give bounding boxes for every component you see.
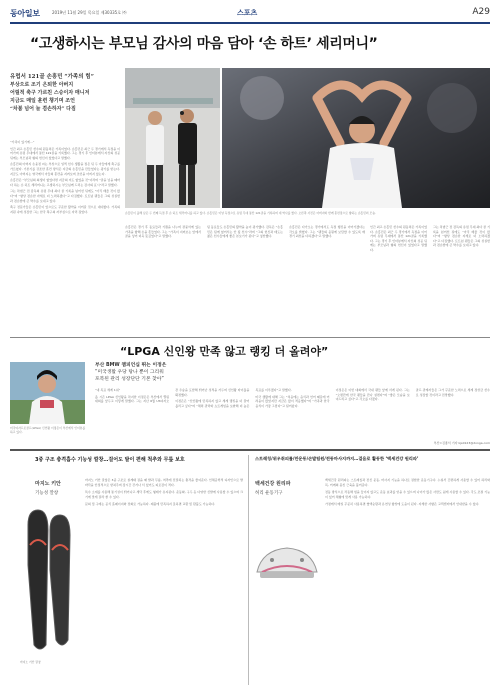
paragraph: 전동 방식으로 작동해 힘을 들이지 않고도 운동 효과를 얻을 수 있으며 나이가 많은 사람도 쉽게 사용할 수 있다. 각도 조절 기능이 있어 체형에 맞게 사용 가능하다. [325,490,490,499]
paragraph: “내 목표 세계 1위” [95,388,121,392]
paragraph: 그는 차범근 전 감독의 유럽 무대 최다 골 기록을 넘어선 뒤에도 “아직 배울 것이 많다”며 “항상 겸손한 자세로 더 노력하겠다”고 다짐했다. 토트넘 팬들은 그의 성실함과 겸손함에 큰 박수를 보내고 있다. [10,189,120,203]
deck-line: 지금도 매일 훈련 챙기며 조언 [10,98,75,104]
paragraph: 가정에서 매일 꾸준히 사용하면 혈액순환과 유연성 향상에 도움이 된다. 자세한 사항은 고객센터에서 안내받을 수 있다. [325,502,480,507]
ad-left-caption: 마지노 키안 깔창 [20,660,41,664]
paragraph: 골프 관계자들은 그가 꾸준한 노력으로 세계 정상급 선수로 성장할 것이라고 전망했다. [415,388,490,397]
deck-line: 부산 BMW 챔피언십 뛰는 이정은 [95,363,167,368]
insole-image [20,505,75,655]
story1-photo-family [125,68,220,208]
paragraph: 이정은은 “신인왕에 만족하지 않고 세계 랭킹을 더 끌어올리고 싶다”며 “체력 관리와 쇼트게임을 보완해 더 높은 목표를 이루겠다”고 말했다. [175,388,292,408]
paragraph: 인간 최고 손흥민 선수의 원동력은 가족이었다. 손흥민은 최근 두 경기에서 득점을 이어가며 유럽 무대에서 통산 121골을 기록했다. 그는 경기 후 인터뷰에서 자신의 성공 뒤에는 부모님과 형의 헌신이 있었다고 말했다. [370,225,427,252]
ad-divider [10,449,490,451]
paragraph: 마지노 키안 깔창은 3중 구조로 설계돼 걸을 때 발과 무릎, 척추에 전달되는 충격을 줄여준다. 인체공학적 디자인으로 발바닥을 안정적으로 받쳐주며 장시간 걷거나 서 있어도 피로감이 적다. [85,478,243,487]
deck-line: 유럽서 121골 손흥민 “가족의 힘” [10,74,94,80]
story2-photo-caption: 미국여자프로골프(LPGA) 신인왕 이정은이 부산에서 인터뷰를 하고 있다. [10,426,86,434]
deck-line: “미국생활 우당 탕나 뿐이 그리워 [95,370,164,375]
story1-photo-celebration [222,68,490,208]
paragraph: 특수 소재를 사용해 통기성이 뛰어나고 세탁 후에도 형태가 유지된다. 운동화, 구두 등 다양한 신발에 사용할 수 있으며 크기에 맞게 잘라 쓸 수 있다. [85,490,243,499]
story2-photo [10,362,85,424]
ad-column-divider [248,455,249,685]
story1-photo-caption: 손흥민이 올해 남은 두 번째 득점 후 손 하트 세리머니를 하고 있다. 손흥민은 이날 득점으로 유럽 무대 통산 121골을 기록하며 새 역사를 썼다. 오른쪽 사진은 아버지와 함께 훈련장으로 향하는 손흥민의 모습. [125,211,376,215]
paragraph: 축구 전문가들은 손흥민이 앞으로도 꾸준한 활약을 이어갈 것으로 내다봤다. 가족의 지원 속에 성장한 그는 한국 축구의 자부심으로 자리 잡았다. [10,205,120,214]
story2-deck [95,362,185,383]
paragraph: 손흥민의 아버지 손웅정 씨는 부상으로 일찍 선수 생활을 접은 뒤 두 아들에게 축구를 가르쳤다. 기본기를 강조한 훈련 방식은 지금의 손흥민을 만들었다는 평가를 받는다. 지금도 아버지는 영국에서 아들의 훈련을 지켜보며 조언을 아끼지 않는다. [10,162,120,176]
newspaper-logo: 동아일보 [10,9,40,18]
paragraph: 손흥민은 경기 후 동료들과 기쁨을 나누며 관중석에 있는 가족을 향해 손을 흔들었다. 그는 “가족이 지켜보는 앞에서 골을 넣어 더욱 뜻깊었다”고 말했다. [125,225,201,239]
header-rule [10,22,490,24]
paragraph: 올 시즌 LPGA 신인왕을 차지한 이정은은 부산에서 열린 대회를 앞두고 이렇게 말했다. 그는 지난 6월 US여자오픈 우승을 포함해 뛰어난 성적을 거두며 신인왕 타이틀을 확정했다. [95,388,250,404]
ad-right-product-photo [252,530,322,590]
paragraph: 손흥민은 다가오는 경기에서도 득점 행진을 이어가겠다는 각오를 밝혔다. 그는 “팬들의 응원에 보답할 수 있도록 매 경기 최선을 다하겠다”고 말했다. [289,225,365,239]
issue-date: 2019년 11월 29일 목요일 제30335호 ㈜ [52,10,127,15]
ad-right-headline: 스트레칭/위우취피를/만운동/손발팀원/전동마사지까지…걸음로 활동한 ‘백세건강 원리파’ [255,456,419,461]
story1-body-cols-right [370,225,490,335]
story1-headline: “고생하시는 부모님 감사의 마음 담아 ‘손 하트’ 세리머니” [30,36,378,52]
story2-byline: 부산=김종석 기자 kjs0123@donga.com [433,441,490,445]
story2-body [95,388,490,438]
airport-photo-image [125,68,220,208]
page-header [0,0,500,24]
paragraph: 그는 차범근 전 감독의 유럽 무대 최다 골 기록을 넘어선 뒤에도 “아직 배울 것이 많다”며 “항상 겸손한 자세로 더 노력하겠다”고 다짐했다. 토트넘 팬들은 그의 성실함과 겸손함에 큰 박수를 보내고 있다. [433,225,490,248]
paragraph: 이정은은 이번 대회에서 국내 팬들 앞에 서게 된다. 그는 “오랜만에 한국 팬들을 만나 설렌다”며 “좋은 모습을 보여드리고 싶다”고 각오를 다졌다. [335,388,410,402]
page-number: A29 [472,7,490,17]
ad-left-role: 기능성 깔창 [35,491,59,496]
deck-line: 포복된 관리 성장단단 기본 찾아” [95,377,164,382]
section-divider [10,337,490,338]
ad-left-name: 마지노 키안 [35,481,61,487]
paragraph: 인간 최고 손흥민 선수의 원동력은 가족이었다. 손흥민은 최근 두 경기에서 득점을 이어가며 유럽 무대에서 통산 121골을 기록했다. 그는 경기 후 인터뷰에서 자신의 성공 뒤에는 부모님과 형의 헌신이 있었다고 말했다. [10,146,120,160]
deck-line: “차붐 넘어 늘 겸손하자” 다짐 [10,106,76,112]
ad-right-body [325,478,490,683]
ad-left-product-photo [20,505,75,655]
story1-body-cols [125,225,365,335]
ad-left-headline: 3중 구조 충격흡수 기능성 깔창…걸어도 발이 편해 척추와 무릎 보호 [35,457,185,463]
paragraph: 손흥민은 “부모님의 희생이 없었다면 지금의 저도 없었을 것”이라며 “골을 넣을 때마다 하는 손 하트 세리머니는 고생하시는 부모님께 드리는 감사의 표시”라고 말했다. [10,178,120,187]
golfer-photo-image [10,362,85,424]
story1-deck [10,73,120,113]
section-title: 스포츠 [237,9,258,17]
ad-left-body [85,478,243,683]
ad-right-role: 허리 운동기구 [255,491,283,496]
story2-headline: “LPGA 신인왕 만족 않고 랭킹 더 올려야” [120,345,329,358]
paragraph: 팀 동료들도 손흥민의 활약을 높이 평가했다. 감독은 “손흥민은 팀에 없어서는 안 될 선수”라며 “그의 헌신과 태도는 젊은 선수들에게 좋은 본보기가 된다”고 칭찬했다. [207,225,283,239]
story1-body-col1 [10,140,120,335]
paragraph: “가족이 있기에…” [10,140,35,144]
celebration-photo-image [222,68,490,208]
paragraph: 문의 및 구매는 공식 홈페이지와 전화로 가능하다. 제품에 만족하지 못하면 교환 및 환불도 가능하다. [85,502,216,507]
paragraph: 백세건강 원리파는 스트레칭과 전신 운동, 마사지 기능을 하나로 결합한 운동기구다. 누워서 간편하게 사용할 수 있어 허리와 목, 어깨의 뭉친 근육을 풀어준다. [325,478,490,487]
deck-line: 부상으로 조기 은퇴한 아버지 [10,82,74,88]
paragraph: 미국 생활에 대해 그는 “처음에는 음식과 언어 때문에 어려움이 많았지만 지금은 많이 적응했다”며 “가족과 한국 음식이 가장 그립다”고 털어놨다. [255,394,330,408]
massage-device-image [252,530,322,590]
ad-right-name: 백세건강 원리파 [255,481,291,487]
deck-line: 어릴적 축구 가르친 스승이자 매니저 [10,90,90,96]
